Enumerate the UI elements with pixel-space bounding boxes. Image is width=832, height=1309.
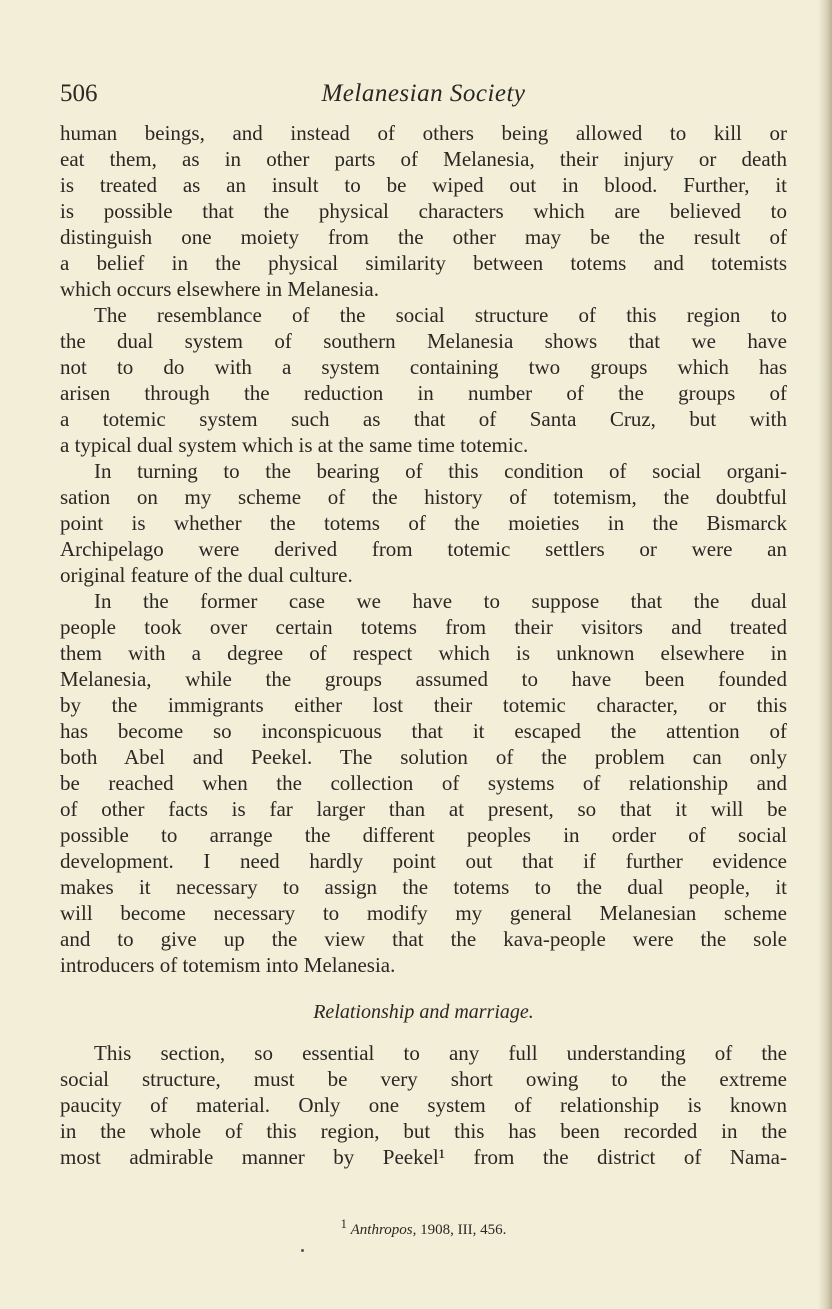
text-line: will become necessary to modify my general Melanesian scheme	[60, 901, 787, 925]
text-line: This section, so essential to any full understanding of the	[94, 1041, 787, 1065]
text-line: not to do with a system containing two groups which has	[60, 355, 787, 379]
page-number: 506	[60, 80, 98, 107]
text-line: which occurs elsewhere in Melanesia.	[60, 277, 379, 301]
text-line: Archipelago were derived from totemic settlers or were an	[60, 537, 787, 561]
text-line: human beings, and instead of others being allowed to kill or	[60, 121, 787, 145]
section-heading: Relationship and marriage.	[313, 1001, 534, 1023]
text-line: arisen through the reduction in number of the groups of	[60, 381, 787, 405]
text-line: people took over certain totems from their visitors and treated	[60, 615, 787, 639]
text-line: by the immigrants either lost their totemic character, or this	[60, 693, 787, 717]
running-title: Melanesian Society	[321, 80, 526, 107]
text-line: makes it necessary to assign the totems to the dual people, it	[60, 875, 787, 899]
footnote	[60, 1214, 787, 1240]
text-line: introducers of totemism into Melanesia.	[60, 953, 396, 977]
footnote-ref: 1908, III, 456.	[420, 1222, 507, 1238]
text-line: In turning to the bearing of this condition of social organi-	[94, 459, 787, 483]
footnote-source: Anthropos,	[350, 1222, 417, 1238]
text-line: development. I need hardly point out that if further evidence	[60, 849, 787, 873]
text-line: sation on my scheme of the history of totemism, the doubtful	[60, 485, 787, 509]
text-line: of other facts is far larger than at present, so that it will be	[60, 797, 787, 821]
text-line: is possible that the physical characters which are believed to	[60, 199, 787, 223]
text-line: and to give up the view that the kava-people were the sole	[60, 927, 787, 951]
page-header	[60, 80, 787, 114]
text-line: both Abel and Peekel. The solution of the problem can only	[60, 745, 787, 769]
text-line: a typical dual system which is at the same time totemic.	[60, 433, 529, 457]
page-edge-shadow	[818, 0, 832, 1309]
text-line: be reached when the collection of systems of relationship and	[60, 771, 787, 795]
text-line: most admirable manner by Peekel¹ from the district of Nama-	[60, 1145, 787, 1169]
text-line: possible to arrange the different peoples in order of social	[60, 823, 787, 847]
text-line: the dual system of southern Melanesia shows that we have	[60, 329, 787, 353]
text-line: original feature of the dual culture.	[60, 563, 353, 587]
text-line: point is whether the totems of the moieties in the Bismarck	[60, 511, 787, 535]
text-line: a belief in the physical similarity between totems and totemists	[60, 251, 787, 275]
footnote-marker: 1	[340, 1217, 347, 1231]
text-line: has become so inconspicuous that it escaped the attention of	[60, 719, 787, 743]
text-line: In the former case we have to suppose that the dual	[94, 589, 787, 613]
text-line: The resemblance of the social structure of this region to	[94, 303, 787, 327]
text-line: eat them, as in other parts of Melanesia, their injury or death	[60, 147, 787, 171]
body-text-section-2	[60, 1040, 787, 1170]
text-line: a totemic system such as that of Santa Cruz, but with	[60, 407, 787, 431]
text-line: is treated as an insult to be wiped out in blood. Further, it	[60, 173, 787, 197]
text-line: Melanesia, while the groups assumed to have been founded	[60, 667, 787, 691]
text-line: in the whole of this region, but this has been recorded in the	[60, 1119, 787, 1143]
body-text-section-1	[60, 120, 787, 978]
text-line: them with a degree of respect which is unknown elsewhere in	[60, 641, 787, 665]
text-line: social structure, must be very short owing to the extreme	[60, 1067, 787, 1091]
text-line: paucity of material. Only one system of relationship is known	[60, 1093, 787, 1117]
text-line: distinguish one moiety from the other may be the result of	[60, 225, 787, 249]
scan-speck	[301, 1249, 304, 1252]
